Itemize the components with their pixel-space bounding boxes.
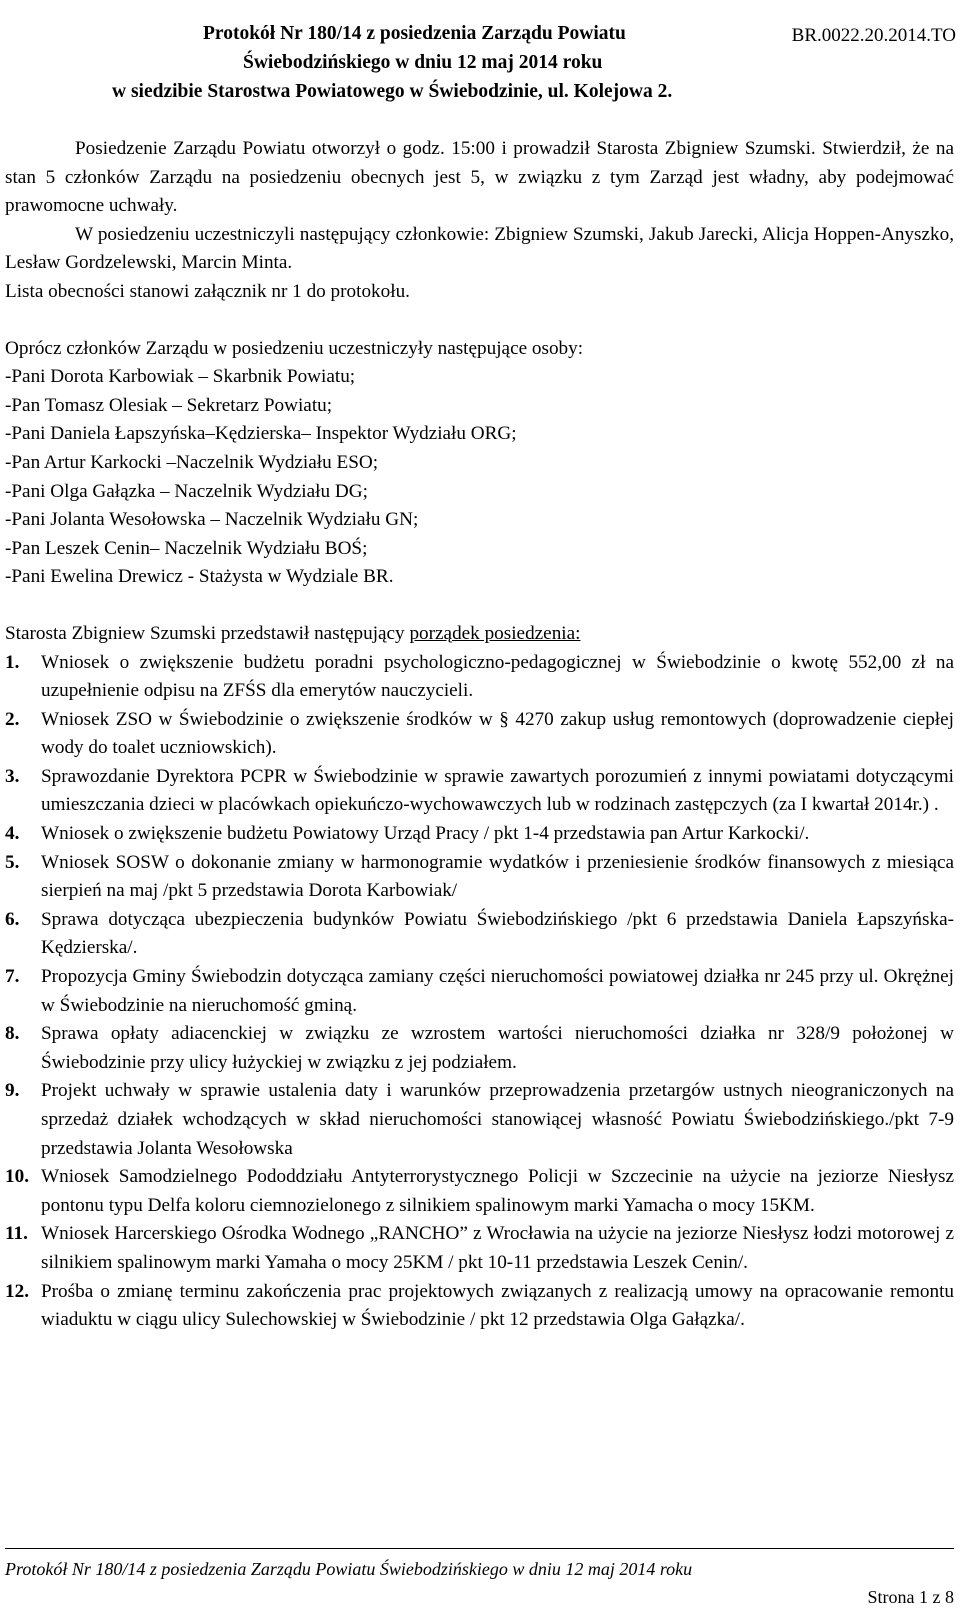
agenda-intro-text: Starosta Zbigniew Szumski przedstawił następujący — [5, 622, 410, 644]
title-line-3: w siedzibie Starostwa Powiatowego w Świebodzinie, ul. Kolejowa 2. — [112, 81, 673, 102]
attendee-item: -Pani Daniela Łapszyńska–Kędzierska– Inspektor Wydziału ORG; — [5, 423, 517, 445]
footer-divider — [5, 1548, 954, 1549]
agenda-item-number: 1. — [5, 651, 20, 673]
attendee-item: -Pani Jolanta Wesołowska – Naczelnik Wydziału GN; — [5, 509, 419, 531]
title-line-2: Świebodzińskiego w dniu 12 maj 2014 roku — [243, 52, 603, 73]
agenda-item-text: Prośba o zmianę terminu zakończenia prac projektowych związanych z realizacją umowy na opracowanie remontu wiaduktu w ciągu ulicy Sulechowskiej w Świebodzinie / pkt 12 przedstawia Olga Gałązka/. — [41, 1280, 954, 1331]
agenda-item-number: 3. — [5, 765, 20, 787]
attendee-item: -Pan Tomasz Olesiak – Sekretarz Powiatu; — [5, 394, 333, 416]
agenda-item — [5, 1163, 954, 1220]
agenda-item-text: Propozycja Gminy Świebodzin dotycząca zamiany części nieruchomości powiatowej działka nr 245 przy ul. Okrężnej w Świebodzinie na nieruchomość gminą. — [41, 966, 954, 1016]
agenda-item-text: Sprawozdanie Dyrektora PCPR w Świebodzinie w sprawie zawartych porozumień z innymi powiatami dotyczącymi umieszczania dzieci w placówkach opiekuńczo-wychowawczych lub w rodzinach zastępczych (za I kwartał 2014r.) . — [41, 765, 954, 816]
agenda-intro — [5, 620, 954, 649]
agenda-intro-underlined: porządek posiedzenia: — [409, 622, 581, 644]
agenda-item-text: Wniosek Samodzielnego Pododdziału Antyterrorystycznego Policji w Szczecinie na użycie na jeziorze Niesłysz pontonu typu Delfa koloru ciemnozielonego z silnikiem spalinowym marki Yamacha o mocy 15KM. — [41, 1166, 954, 1216]
agenda-item-text: Wniosek ZSO w Świebodzinie o zwiększenie środków w § 4270 zakup usług remontowych (doprowadzenie ciepłej wody do toalet uczniowskich). — [41, 708, 954, 759]
agenda-item-text: Wniosek SOSW o dokonanie zmiany w harmonogramie wydatków i przeniesienie środków finansowych z miesiąca sierpień na maj /pkt 5 przedstawia Dorota Karbowiak/ — [41, 851, 954, 902]
agenda-item-number: 4. — [5, 823, 20, 845]
agenda-item-number: 11. — [5, 1223, 28, 1245]
spacer — [5, 592, 954, 620]
agenda-item — [5, 1077, 954, 1163]
agenda-item-number: 7. — [5, 966, 20, 988]
agenda-item — [5, 763, 954, 820]
agenda-item-text: Sprawa opłaty adiacenckiej w związku ze wzrostem wartości nieruchomości działka nr 328/9 położonej w Świebodzinie przy ulicy łużyckiej w związku z jej podziałem. — [41, 1023, 954, 1073]
agenda-item-number: 10. — [5, 1166, 29, 1188]
agenda-item — [5, 906, 954, 963]
agenda-item — [5, 1278, 954, 1335]
agenda-item-number: 8. — [5, 1023, 20, 1045]
agenda-item-text: Wniosek o zwiększenie budżetu poradni psychologiczno-pedagogicznej w Świebodzinie o kwotę 552,00 zł na uzupełnienie odpisu na ZFŚS dla emerytów nauczycieli. — [41, 651, 954, 702]
agenda-item — [5, 820, 954, 849]
agenda-list — [5, 649, 954, 1335]
agenda-item — [5, 706, 954, 763]
agenda-item — [5, 849, 954, 906]
attendee-item: -Pani Ewelina Drewicz - Stażysta w Wydziale BR. — [5, 566, 394, 588]
intro-paragraph-members: W posiedzeniu uczestniczyli następujący członkowie: Zbigniew Szumski, Jakub Jarecki, Alicja Hoppen-Anyszko, Lesław Gordzelewski, Marcin Minta. — [5, 223, 954, 274]
agenda-item-text: Wniosek Harcerskiego Ośrodka Wodnego „RANCHO” z Wrocławia na użycie na jeziorze Niesłysz łodzi motorowej z silnikiem spalinowym marki Yamaha o mocy 25KM / pkt 10-11 przedstawia Leszek Cenin/. — [41, 1223, 954, 1273]
footer-text: Protokół Nr 180/14 z posiedzenia Zarządu Powiatu Świebodzińskiego w dniu 12 maj 2014 roku — [5, 1559, 693, 1579]
agenda-item-number: 6. — [5, 908, 20, 930]
attendees-heading: Oprócz członków Zarządu w posiedzeniu uczestniczyły następujące osoby: — [5, 337, 584, 359]
spacer — [5, 307, 954, 335]
attendee-item: -Pani Dorota Karbowiak – Skarbnik Powiatu; — [5, 366, 356, 388]
intro-paragraph-attendance: Lista obecności stanowi załącznik nr 1 do protokołu. — [5, 280, 410, 302]
attendee-item: -Pani Olga Gałązka – Naczelnik Wydziału DG; — [5, 480, 368, 502]
agenda-item — [5, 1020, 954, 1077]
agenda-item-text: Sprawa dotycząca ubezpieczenia budynków Powiatu Świebodzińskiego /pkt 6 przedstawia Daniela Łapszyńska- Kędzierska/. — [41, 908, 954, 959]
agenda-item-text: Wniosek o zwiększenie budżetu Powiatowy Urząd Pracy / pkt 1-4 przedstawia pan Artur Karkocki/. — [41, 823, 810, 845]
agenda-item-number: 5. — [5, 851, 20, 873]
agenda-item — [5, 1220, 954, 1277]
agenda-item-text: Projekt uchwały w sprawie ustalenia daty i warunków przeprowadzenia przetargów ustnych nieograniczonych na sprzedaż działek wchodzących w skład nieruchomości stanowiącej własność Powiatu Świebodzińskiego./pkt 7-9 przedstawia Jolanta Wesołowska — [41, 1080, 954, 1159]
agenda-item-number: 12. — [5, 1280, 29, 1302]
agenda-item-number: 2. — [5, 708, 20, 730]
page-number: Strona 1 z 8 — [867, 1587, 954, 1607]
document-body — [5, 135, 954, 1335]
agenda-item — [5, 963, 954, 1020]
agenda-item — [5, 649, 954, 706]
agenda-item-number: 9. — [5, 1080, 20, 1102]
attendee-item: -Pan Artur Karkocki –Naczelnik Wydziału ESO; — [5, 451, 379, 473]
document-reference: BR.0022.20.2014.TO — [791, 25, 956, 46]
title-line-1: Protokół Nr 180/14 z posiedzenia Zarządu Powiatu — [203, 23, 626, 44]
attendee-item: -Pan Leszek Cenin– Naczelnik Wydziału BOŚ; — [5, 537, 368, 559]
intro-paragraph-opening: Posiedzenie Zarządu Powiatu otworzył o godz. 15:00 i prowadził Starosta Zbigniew Szumski. Stwierdził, że na stan 5 członków Zarządu na posiedzeniu obecnych jest 5, w związku z tym Zarząd jest władny, aby podejmować prawomocne uchwały. — [5, 138, 954, 217]
attendees-section — [5, 335, 954, 592]
